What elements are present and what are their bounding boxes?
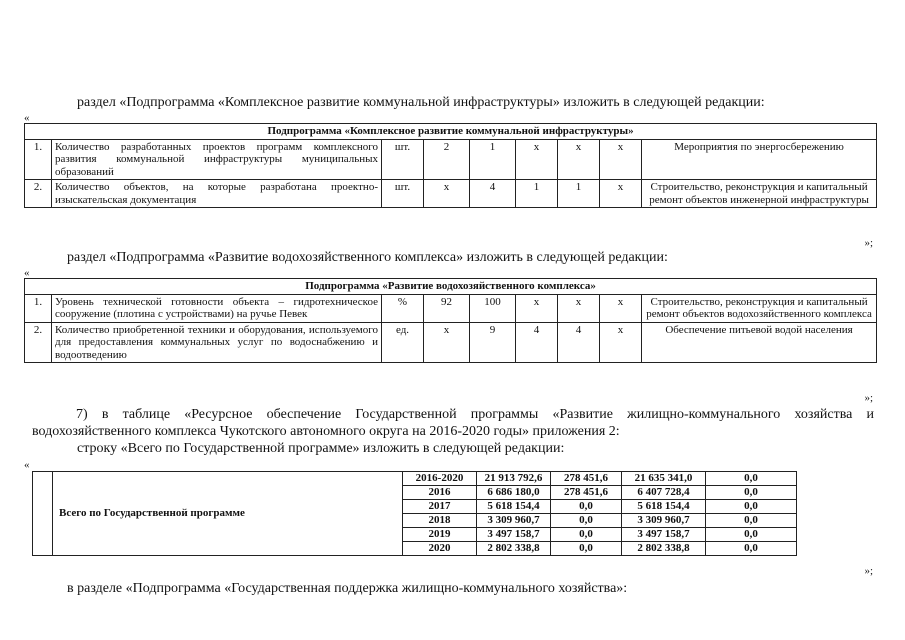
table-header-row	[25, 279, 877, 295]
table-water-complex	[24, 278, 877, 363]
empty-cell	[33, 472, 53, 556]
table-resource-total	[32, 471, 797, 556]
unit-cell: шт.	[382, 180, 424, 208]
note-cell: Строительство, реконструкция и капитальный ремонт объектов водохозяйственного комплекса	[642, 294, 877, 322]
total-label: Всего по Государственной программе	[53, 472, 403, 556]
close-quote: »;	[864, 237, 873, 249]
year-cell: 2016-2020	[403, 472, 477, 486]
value-cell: 4	[470, 180, 516, 208]
paragraph-support-section: в разделе «Подпрограмма «Государственная поддержка жилищно-коммунального хозяйства»:	[67, 581, 628, 596]
note-cell: Мероприятия по энергосбережению	[642, 139, 877, 180]
paragraph-total-row: строку «Всего по Государственной программе» изложить в следующей редакции:	[77, 441, 565, 456]
federal-cell: 278 451,6	[551, 472, 622, 486]
note-cell: Обеспечение питьевой водой населения	[642, 322, 877, 363]
paragraph-item-7: 7) в таблице «Ресурсное обеспечение Государственной программы «Развитие жилищно-коммунального хозяйства и водохозяйственного комплекса Чукотского автономного округа на 2016-2020 годы» приложения 2:	[32, 407, 874, 439]
total-cell: 6 686 180,0	[477, 486, 551, 500]
value-cell: х	[600, 180, 642, 208]
value-cell: 100	[470, 294, 516, 322]
open-quote: «	[24, 112, 30, 124]
indicator-name: Количество приобретенной техники и оборудования, используемого для предоставления коммунальных услуг по водоснабжению и водоотведению	[52, 322, 382, 363]
total-cell: 3 309 960,7	[477, 514, 551, 528]
table-row	[25, 139, 877, 180]
other-cell: 0,0	[706, 514, 797, 528]
close-quote: »;	[864, 392, 873, 404]
regional-cell: 6 407 728,4	[622, 486, 706, 500]
value-cell: х	[558, 294, 600, 322]
value-cell: х	[424, 180, 470, 208]
year-cell: 2017	[403, 500, 477, 514]
federal-cell: 0,0	[551, 514, 622, 528]
table-header: Подпрограмма «Развитие водохозяйственного комплекса»	[25, 279, 877, 295]
open-quote: «	[24, 459, 30, 471]
open-quote: «	[24, 267, 30, 279]
year-cell: 2018	[403, 514, 477, 528]
total-cell: 3 497 158,7	[477, 528, 551, 542]
table-row	[25, 322, 877, 363]
value-cell: х	[516, 139, 558, 180]
indicator-name: Количество объектов, на которые разработана проектно-изыскательская документация	[52, 180, 382, 208]
table-communal-infrastructure	[24, 123, 877, 208]
value-cell: 1	[470, 139, 516, 180]
value-cell: 4	[516, 322, 558, 363]
federal-cell: 278 451,6	[551, 486, 622, 500]
value-cell: х	[516, 294, 558, 322]
value-cell: 92	[424, 294, 470, 322]
total-cell: 21 913 792,6	[477, 472, 551, 486]
row-number: 2.	[25, 322, 52, 363]
row-number: 2.	[25, 180, 52, 208]
unit-cell: шт.	[382, 139, 424, 180]
year-cell: 2019	[403, 528, 477, 542]
federal-cell: 0,0	[551, 528, 622, 542]
regional-cell: 5 618 154,4	[622, 500, 706, 514]
unit-cell: %	[382, 294, 424, 322]
row-number: 1.	[25, 294, 52, 322]
note-cell: Строительство, реконструкция и капитальный ремонт объектов инженерной инфраструктуры	[642, 180, 877, 208]
row-number: 1.	[25, 139, 52, 180]
value-cell: 9	[470, 322, 516, 363]
regional-cell: 21 635 341,0	[622, 472, 706, 486]
value-cell: х	[600, 322, 642, 363]
paragraph-section-2: раздел «Подпрограмма «Развитие водохозяйственного комплекса» изложить в следующей редакции:	[67, 250, 668, 265]
indicator-name: Уровень технической готовности объекта – гидротехническое сооружение (плотина с устройствами) на ручье Певек	[52, 294, 382, 322]
other-cell: 0,0	[706, 472, 797, 486]
value-cell: 1	[558, 180, 600, 208]
other-cell: 0,0	[706, 486, 797, 500]
close-quote: »;	[864, 565, 873, 577]
table-row	[25, 294, 877, 322]
year-cell: 2020	[403, 542, 477, 556]
value-cell: 4	[558, 322, 600, 363]
total-cell: 5 618 154,4	[477, 500, 551, 514]
other-cell: 0,0	[706, 500, 797, 514]
table-header-row	[25, 124, 877, 140]
total-cell: 2 802 338,8	[477, 542, 551, 556]
table-row	[25, 180, 877, 208]
regional-cell: 3 309 960,7	[622, 514, 706, 528]
value-cell: 1	[516, 180, 558, 208]
value-cell: 2	[424, 139, 470, 180]
other-cell: 0,0	[706, 528, 797, 542]
value-cell: х	[558, 139, 600, 180]
paragraph-section-1: раздел «Подпрограмма «Комплексное развитие коммунальной инфраструктуры» изложить в следующей редакции:	[77, 95, 765, 110]
other-cell: 0,0	[706, 542, 797, 556]
table-header: Подпрограмма «Комплексное развитие коммунальной инфраструктуры»	[25, 124, 877, 140]
regional-cell: 3 497 158,7	[622, 528, 706, 542]
year-cell: 2016	[403, 486, 477, 500]
federal-cell: 0,0	[551, 542, 622, 556]
value-cell: х	[600, 139, 642, 180]
table-row	[33, 472, 797, 486]
regional-cell: 2 802 338,8	[622, 542, 706, 556]
federal-cell: 0,0	[551, 500, 622, 514]
indicator-name: Количество разработанных проектов программ комплексного развития коммунальной инфраструктуры муниципальных образований	[52, 139, 382, 180]
value-cell: х	[600, 294, 642, 322]
unit-cell: ед.	[382, 322, 424, 363]
value-cell: х	[424, 322, 470, 363]
